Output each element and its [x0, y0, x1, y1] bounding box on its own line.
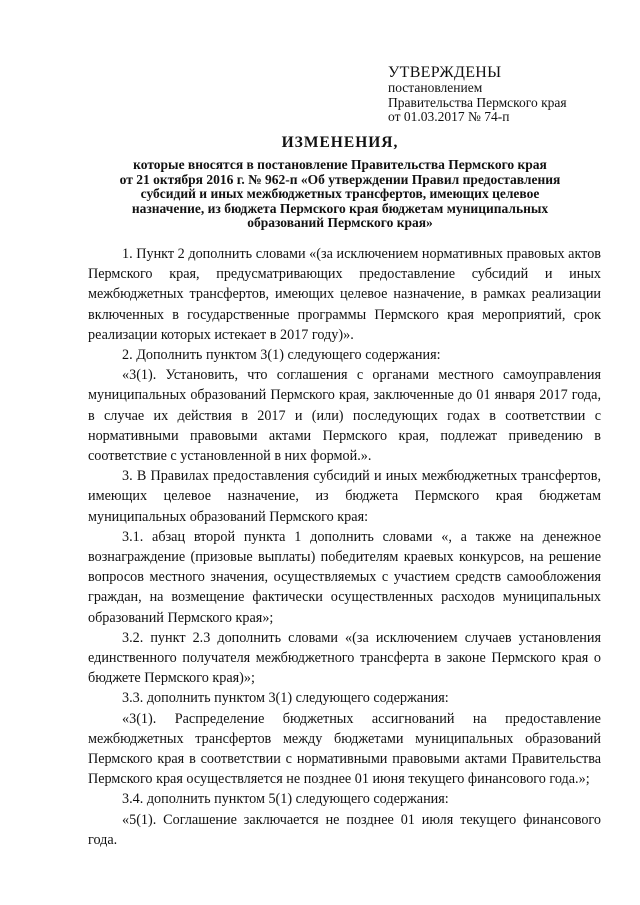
approval-line: от 01.03.2017 № 74-п — [388, 109, 510, 124]
paragraph-item-3-3: 3.3. дополнить пунктом 3(1) следующего содержания: — [122, 690, 449, 707]
document-heading — [60, 134, 620, 231]
paragraph-quote-5-1: «5(1). Соглашение заключается не позднее 01 июля текущего финансового года. — [88, 811, 601, 848]
approval-title: УТВЕРЖДЕНЫ — [388, 64, 502, 81]
paragraph-item-2: 2. Дополнить пунктом 3(1) следующего содержания: — [122, 347, 441, 364]
heading-subtitle-line: от 21 октября 2016 г. № 962-п «Об утверждении Правил предоставления — [119, 171, 561, 187]
paragraph-item-3-1: 3.1. абзац второй пункта 1 дополнить словами «, а также на денежное вознаграждение (призовые выплаты) победителям краевых конкурсов, на решение вопросов местного значения, осуществляемых с участием средств самообложения граждан, на возмещение фактически осуществленных расходов муниципальных образований Пермского края»; — [88, 528, 601, 626]
paragraph-item-1: 1. Пункт 2 дополнить словами «(за исключением нормативных правовых актов Пермского края, предусматривающих предоставление субсидий и иных межбюджетных трансфертов, имеющих целевое назначение, в рамках реализации включенных в государственные программы Пермского края мероприятий, срок реализации которых истекает в 2017 году)». — [88, 246, 601, 343]
document-title: ИЗМЕНЕНИЯ, — [281, 134, 399, 151]
paragraph-item-3: 3. В Правилах предоставления субсидий и иных межбюджетных трансфертов, имеющих целевое назначение, из бюджета Пермского края бюджетам муниципальных образований Пермского края: — [88, 468, 601, 525]
approval-line: постановлением — [388, 80, 483, 95]
approval-stamp — [388, 64, 628, 125]
paragraph-quote-3-1-distribution: «3(1). Распределение бюджетных ассигнований на предоставление межбюджетных трансфертов между бюджетами муниципальных образований Пермского края в соответствии с нормативными правовыми актами Правительства Пермского края осуществляется не позднее 01 июня текущего финансового года.»; — [88, 710, 601, 788]
paragraph-item-3-4: 3.4. дополнить пунктом 5(1) следующего содержания: — [122, 791, 449, 808]
paragraph-quote-3-1: «3(1). Установить, что соглашения с органами местного самоуправления муниципальных образований Пермского края, заключенные до 01 января 2017 года, в случае их действия в 2017 и (или) последующих годах в соответствии с нормативными правовыми актами Пермского края, подлежат приведению в соответствие с установленной в них формой.». — [88, 367, 601, 465]
heading-subtitle-line: назначение, из бюджета Пермского края бюджетам муниципальных — [131, 200, 549, 216]
paragraph-item-3-2: 3.2. пункт 2.3 дополнить словами «(за исключением случаев установления единственного получателя межбюджетного трансферта в законе Пермского края о бюджете Пермского края)»; — [88, 629, 601, 687]
heading-subtitle-line: которые вносятся в постановление Правительства Пермского края — [133, 157, 547, 172]
heading-subtitle-line: образований Пермского края» — [247, 215, 433, 230]
approval-line: Правительства Пермского края — [388, 94, 567, 110]
document-body — [88, 244, 601, 850]
heading-subtitle-line: субсидий и иных межбюджетных трансфертов, имеющих целевое — [140, 186, 540, 201]
